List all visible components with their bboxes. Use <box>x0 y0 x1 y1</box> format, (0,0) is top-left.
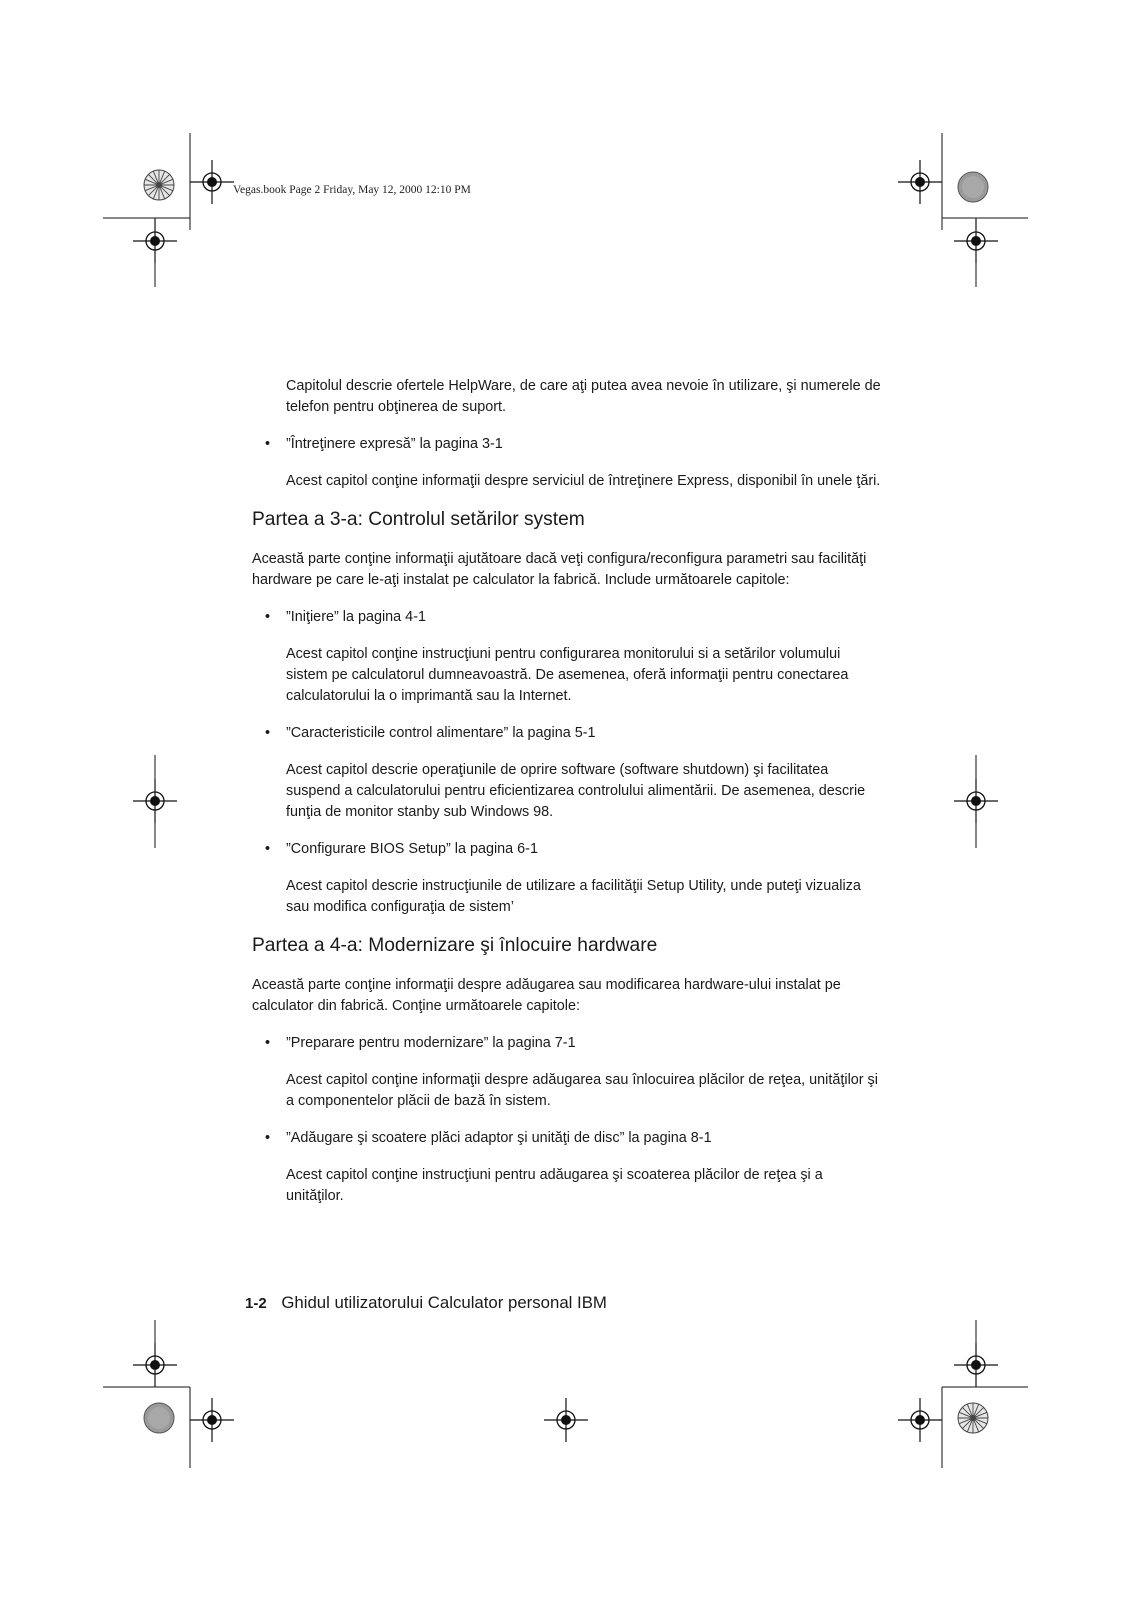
chapter-reference: ”Preparare pentru modernizare” la pagina 7-1 <box>286 1035 576 1051</box>
book-title: Ghidul utilizatorului Calculator personal IBM <box>281 1293 607 1312</box>
chapter-reference: ”Configurare BIOS Setup” la pagina 6-1 <box>286 841 538 857</box>
list-item <box>265 607 882 628</box>
chapter-description: Acest capitol conţine instrucţiuni pentru configurarea monitorului si a setărilor volumului sistem pe calculatorul dumneavoastră. De asemenea, oferă informaţii pentru conectarea calculatorului la o imprimantă sau la Internet. <box>286 646 849 704</box>
list-item <box>265 839 882 860</box>
section-intro: Această parte conţine informaţii ajutătoare dacă veţi configura/reconfigura parametri sau facilităţi hardware pe care le-aţi instalat pe calculator la fabrică. Include următoarele capitole: <box>252 551 867 588</box>
chapter-description: Acest capitol descrie instrucţiunile de utilizare a facilităţii Setup Utility, unde puteţi vizualiza sau modifica configuraţia de sistem’ <box>286 878 861 915</box>
chapter-reference: ”Caracteristicile control alimentare” la pagina 5-1 <box>286 725 596 741</box>
chapter-description: Acest capitol descrie operaţiunile de oprire software (software shutdown) şi facilitatea suspend a calculatorului pentru eficientizarea controlului alimentării. De asemenea, descrie funţia de monitor stanby sub Windows 98. <box>286 762 866 820</box>
bullet-icon: • <box>265 841 271 857</box>
chapter-description: Acest capitol conţine informaţii despre adăugarea sau înlocuirea plăcilor de reţea, unităţilor şi a componentelor plăcii de bază în sistem. <box>286 1072 878 1109</box>
list-item <box>265 1033 882 1054</box>
chapter-description: Acest capitol conţine instrucţiuni pentru adăugarea şi scoaterea plăcilor de reţea şi a unităţilor. <box>286 1167 823 1204</box>
chapter-reference: ”Întreţinere expresă” la pagina 3-1 <box>286 436 503 452</box>
chapter-reference: ”Adăugare şi scoatere plăci adaptor şi unităţi de disc” la pagina 8-1 <box>286 1130 712 1146</box>
section-heading: Partea a 3-a: Controlul setărilor system <box>252 509 585 530</box>
bullet-icon: • <box>265 609 271 625</box>
section-intro: Această parte conţine informaţii despre adăugarea sau modificarea hardware-ului instalat pe calculator din fabrică. Conţine următoarele capitole: <box>252 977 841 1014</box>
bullet-icon: • <box>265 436 271 452</box>
list-item <box>265 434 882 455</box>
list-item <box>265 723 882 744</box>
chapter-description: Acest capitol conţine informaţii despre serviciul de întreţinere Express, disponibil în unele ţări. <box>286 473 881 489</box>
section-heading: Partea a 4-a: Modernizare şi înlocuire hardware <box>252 935 658 956</box>
page-body <box>252 376 882 1207</box>
bullet-icon: • <box>265 1035 271 1051</box>
chapter-reference: ”Iniţiere” la pagina 4-1 <box>286 609 426 625</box>
page-footer <box>245 1292 607 1315</box>
bullet-icon: • <box>265 725 271 741</box>
page-number: 1-2 <box>245 1295 267 1312</box>
bullet-icon: • <box>265 1130 271 1146</box>
list-item <box>265 1128 882 1149</box>
print-header: Vegas.book Page 2 Friday, May 12, 2000 12:10 PM <box>233 184 471 196</box>
intro-paragraph: Capitolul descrie ofertele HelpWare, de care aţi putea avea nevoie în utilizare, şi numerele de telefon pentru obţinerea de suport. <box>286 378 881 415</box>
